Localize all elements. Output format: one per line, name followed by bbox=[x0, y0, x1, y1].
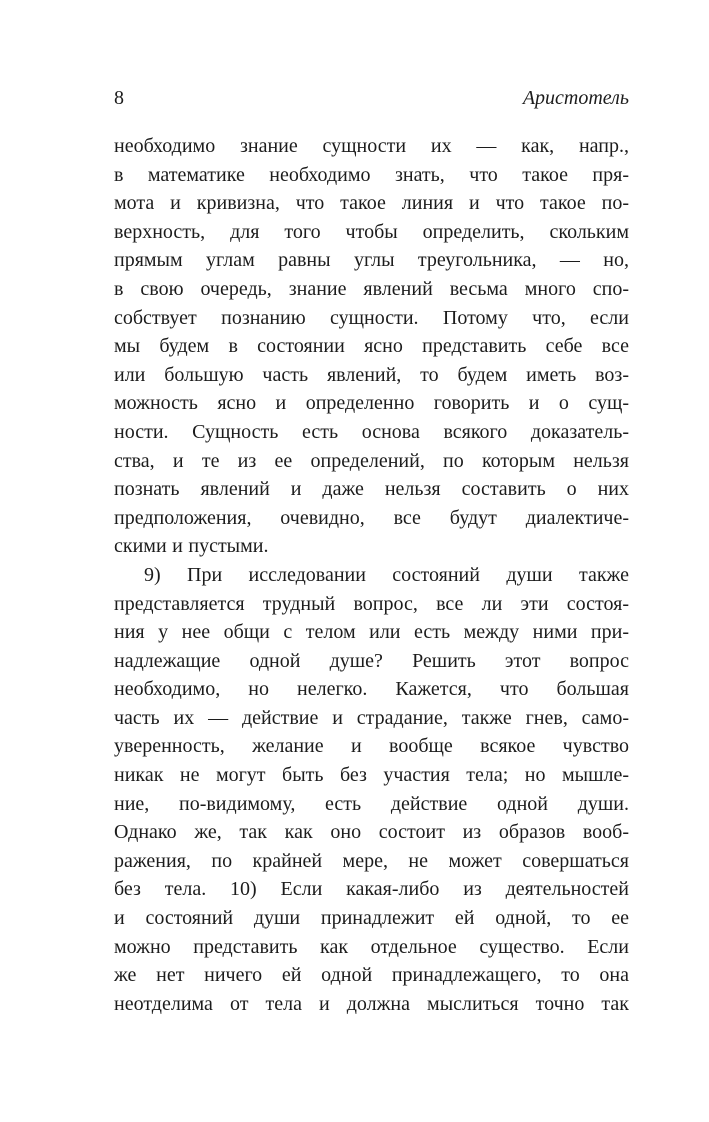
text-line: верхность, для того чтобы определить, скольким bbox=[114, 220, 629, 243]
text-line: без тела. 10) Если какая-либо из деятельностей bbox=[114, 878, 629, 901]
text-line: необходимо, но нелегко. Кажется, что большая bbox=[114, 678, 629, 701]
text-line: представляется трудный вопрос, все ли эти состоя- bbox=[114, 592, 629, 615]
text-line: 9) При исследовании состояний души также bbox=[144, 563, 629, 586]
text-line: ства, и те из ее определений, по которым нельзя bbox=[114, 449, 629, 472]
text-line: прямым углам равны углы треугольника, — но, bbox=[114, 249, 629, 272]
text-line: собствует познанию сущности. Потому что, если bbox=[114, 306, 629, 329]
text-line: познать явлений и даже нельзя составить о них bbox=[114, 478, 629, 501]
page-number: 8 bbox=[114, 87, 124, 109]
text-line: часть их — действие и страдание, также гнев, само- bbox=[114, 706, 629, 729]
paragraph bbox=[114, 561, 629, 1019]
text-line: уверенность, желание и вообще всякое чувство bbox=[114, 735, 629, 758]
text-line: неотделима от тела и должна мыслиться точно так bbox=[114, 992, 629, 1015]
running-head-title: Аристотель bbox=[522, 87, 629, 109]
running-header bbox=[114, 86, 629, 110]
text-line: мы будем в состоянии ясно представить себе все bbox=[114, 335, 629, 358]
paragraph bbox=[114, 132, 629, 561]
text-line: можность ясно и определенно говорить и о сущ- bbox=[114, 392, 629, 415]
text-line: скими и пустыми. bbox=[114, 535, 269, 558]
text-line: Однако же, так как оно состоит из образов вооб- bbox=[114, 821, 629, 844]
text-line: в свою очередь, знание явлений весьма много спо- bbox=[114, 277, 629, 300]
text-line: необходимо знание сущности их — как, напр., bbox=[114, 135, 629, 157]
text-line: надлежащие одной душе? Решить этот вопрос bbox=[114, 649, 629, 672]
text-line: предположения, очевидно, все будут диалектиче- bbox=[114, 506, 629, 529]
text-block bbox=[114, 132, 629, 1018]
text-line: или большую часть явлений, то будем иметь воз- bbox=[114, 363, 629, 386]
text-line: можно представить как отдельное существо. Если bbox=[114, 935, 629, 958]
text-line: ния у нее общи с телом или есть между ними при- bbox=[114, 621, 629, 644]
text-line: ражения, по крайней мере, не может совершаться bbox=[114, 849, 629, 872]
text-line: же нет ничего ей одной принадлежащего, то она bbox=[114, 964, 629, 987]
text-line: ности. Сущность есть основа всякого доказатель- bbox=[114, 420, 629, 443]
text-line: в математике необходимо знать, что такое пря- bbox=[114, 163, 629, 186]
text-line: и состояний души принадлежит ей одной, то ее bbox=[114, 907, 629, 930]
text-line: никак не могут быть без участия тела; но мышле- bbox=[114, 764, 629, 787]
text-line: ние, по-видимому, есть действие одной души. bbox=[114, 792, 629, 815]
text-line: мота и кривизна, что такое линия и что такое по- bbox=[114, 192, 629, 215]
